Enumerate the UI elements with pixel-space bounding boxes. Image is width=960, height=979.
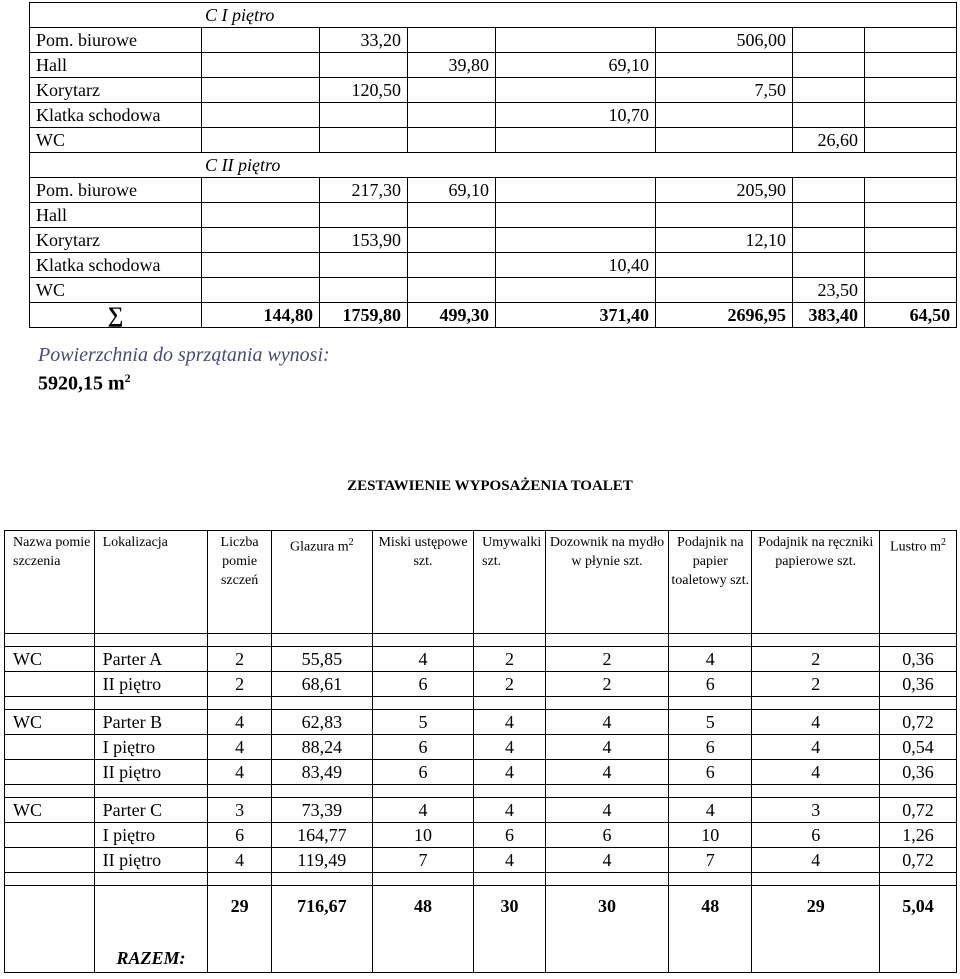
area-table [29,2,957,328]
spacer-cell [271,873,372,886]
area-cell: 69,10 [408,178,496,203]
equipment-tiles-cell: 68,61 [271,672,372,697]
equipment-toilets-cell: 6 [372,760,473,785]
section-heading-row [30,3,957,28]
equipment-toilets-cell: 5 [372,710,473,735]
area-cell [496,128,656,153]
header-sinks: Umywalki szt. [474,531,546,634]
equipment-soap-cell: 4 [545,710,668,735]
area-cell [865,228,957,253]
equipment-count-cell: 4 [208,710,271,735]
total-empty-cell [5,886,95,973]
equipment-soap-cell: 4 [545,760,668,785]
area-cell: 205,90 [656,178,793,203]
spacer-cell [880,785,957,798]
room-label: WC [30,278,202,303]
equipment-paper-cell: 4 [669,798,752,823]
area-cell: 39,80 [408,53,496,78]
equipment-paper-cell: 6 [669,735,752,760]
equipment-tiles-cell: 62,83 [271,710,372,735]
area-cell [865,128,957,153]
area-row [30,253,957,278]
spacer-cell [5,873,95,886]
area-cell [408,203,496,228]
group-spacer-row [5,785,957,798]
spacer-cell [669,785,752,798]
equipment-row [5,798,957,823]
area-cell [320,253,408,278]
area-cell [408,228,496,253]
header-paper: Podajnik na papier toaletowy szt. [669,531,752,634]
total-label: RAZEM: [94,886,208,973]
equipment-tiles-cell: 73,39 [271,798,372,823]
total-row [5,886,957,973]
spacer-cell [545,697,668,710]
header-count: Liczba pomie szczeń [208,531,271,634]
area-cell [865,203,957,228]
area-cell [320,203,408,228]
spacer-cell [208,634,271,647]
equipment-toilets-cell: 6 [372,735,473,760]
area-cell: 506,00 [656,28,793,53]
area-cell [202,278,320,303]
equipment-toilets-cell: 6 [372,672,473,697]
spacer-cell [372,785,473,798]
total-count-cell: 29 [208,886,271,973]
area-cell [202,53,320,78]
equipment-count-cell: 4 [208,760,271,785]
spacer-cell [545,873,668,886]
sum-cell: 1759,80 [320,303,408,328]
room-location: I piętro [94,823,208,848]
room-label: Korytarz [30,78,202,103]
sum-cell: 383,40 [793,303,865,328]
spacer-cell [94,634,208,647]
equipment-mirror-cell: 0,72 [880,848,957,873]
equipment-sinks-cell: 4 [474,735,546,760]
area-row [30,53,957,78]
equipment-toilets-cell: 7 [372,848,473,873]
room-name [5,735,95,760]
area-cell [865,178,957,203]
equipment-count-cell: 2 [208,647,271,672]
area-row [30,28,957,53]
equipment-row [5,735,957,760]
area-cell [656,203,793,228]
equipment-row [5,647,957,672]
spacer-cell [271,634,372,647]
equipment-count-cell: 2 [208,672,271,697]
spacer-cell [5,634,95,647]
equipment-towels-cell: 4 [752,710,880,735]
equipment-sinks-cell: 2 [474,672,546,697]
spacer-cell [669,634,752,647]
area-cell [496,178,656,203]
spacer-cell [271,785,372,798]
area-cell [865,28,957,53]
header-towels: Podajnik na ręczniki papierowe szt. [752,531,880,634]
header-soap: Dozownik na mydło w płynie szt. [545,531,668,634]
section-heading-row [30,153,957,178]
area-cell: 69,10 [496,53,656,78]
spacer-cell [752,634,880,647]
area-cell [865,78,957,103]
equipment-mirror-cell: 0,72 [880,798,957,823]
spacer-cell [94,873,208,886]
spacer-cell [208,785,271,798]
area-cell [656,128,793,153]
equipment-mirror-cell: 1,26 [880,823,957,848]
equipment-paper-cell: 7 [669,848,752,873]
area-cell [408,103,496,128]
area-cell [793,178,865,203]
area-cell [496,78,656,103]
equipment-sinks-cell: 4 [474,798,546,823]
equipment-tiles-cell: 55,85 [271,647,372,672]
area-cell [865,278,957,303]
equipment-toilets-cell: 4 [372,798,473,823]
area-cell [320,53,408,78]
area-cell [793,253,865,278]
area-cell [656,253,793,278]
area-cell: 23,50 [793,278,865,303]
room-label: WC [30,128,202,153]
area-cell [496,228,656,253]
room-location: I piętro [94,735,208,760]
equipment-sinks-cell: 6 [474,823,546,848]
area-cell [656,53,793,78]
area-cell [865,53,957,78]
header-location: Lokalizacja [94,531,208,634]
room-location: Parter A [94,647,208,672]
equipment-count-cell: 4 [208,848,271,873]
room-name [5,672,95,697]
room-location: II piętro [94,672,208,697]
equipment-header-row [5,531,957,634]
sum-cell: 64,50 [865,303,957,328]
equipment-towels-cell: 4 [752,848,880,873]
room-location: II piętro [94,848,208,873]
area-row [30,178,957,203]
area-cell [202,128,320,153]
area-row [30,128,957,153]
room-name [5,823,95,848]
sum-cell: 144,80 [202,303,320,328]
spacer-cell [474,873,546,886]
room-label: Pom. biurowe [30,178,202,203]
area-cell [865,103,957,128]
total-mirror-cell: 5,04 [880,886,957,973]
area-cell: 153,90 [320,228,408,253]
area-row [30,203,957,228]
equipment-towels-cell: 2 [752,647,880,672]
area-row [30,228,957,253]
area-cell [408,128,496,153]
area-cell [496,28,656,53]
equipment-sinks-cell: 4 [474,760,546,785]
total-soap-cell: 30 [545,886,668,973]
equipment-row [5,710,957,735]
equipment-title: ZESTAWIENIE WYPOSAŻENIA TOALET [347,478,633,494]
spacer-cell [880,697,957,710]
area-cell [408,78,496,103]
section-heading: C I piętro [30,3,957,28]
equipment-sinks-cell: 4 [474,710,546,735]
equipment-toilets-cell: 10 [372,823,473,848]
equipment-paper-cell: 6 [669,760,752,785]
area-cell: 12,10 [656,228,793,253]
spacer-cell [372,634,473,647]
area-row [30,78,957,103]
area-cell [793,53,865,78]
cleaning-area-value: 5920,15 $m^2$ [38,371,131,395]
area-cell [202,103,320,128]
room-label: Klatka schodowa [30,253,202,278]
spacer-cell [474,785,546,798]
room-label: Hall [30,53,202,78]
header-tiles: Glazura $m^2$ [271,531,372,634]
total-tiles-cell: 716,67 [271,886,372,973]
room-label: Korytarz [30,228,202,253]
equipment-tiles-cell: 88,24 [271,735,372,760]
equipment-tiles-cell: 83,49 [271,760,372,785]
spacer-cell [5,697,95,710]
equipment-towels-cell: 4 [752,760,880,785]
area-cell [793,103,865,128]
equipment-mirror-cell: 0,72 [880,710,957,735]
header-toilets: Miski ustępowe szt. [372,531,473,634]
area-cell [408,253,496,278]
spacer-cell [752,785,880,798]
equipment-mirror-cell: 0,36 [880,760,957,785]
spacer-cell [372,697,473,710]
equipment-toilets-cell: 4 [372,647,473,672]
equipment-table [4,530,957,973]
spacer-cell [94,697,208,710]
group-spacer-row [5,873,957,886]
total-toilets-cell: 48 [372,886,473,973]
equipment-paper-cell: 10 [669,823,752,848]
sum-cell: 2696,95 [656,303,793,328]
equipment-count-cell: 3 [208,798,271,823]
room-name: WC [5,798,95,823]
area-cell [320,128,408,153]
sum-cell: 371,40 [496,303,656,328]
equipment-towels-cell: 3 [752,798,880,823]
spacer-cell [208,697,271,710]
equipment-count-cell: 4 [208,735,271,760]
spacer-cell [208,873,271,886]
spacer-cell [474,634,546,647]
spacer-cell [94,785,208,798]
area-row [30,103,957,128]
area-cell [202,228,320,253]
header-name: Nazwa pomie szczenia [5,531,95,634]
equipment-mirror-cell: 0,54 [880,735,957,760]
area-cell [202,178,320,203]
area-cell [320,278,408,303]
room-location: Parter C [94,798,208,823]
spacer-cell [271,697,372,710]
equipment-row [5,823,957,848]
equipment-mirror-cell: 0,36 [880,647,957,672]
spacer-cell [880,873,957,886]
area-cell [865,253,957,278]
area-cell: 120,50 [320,78,408,103]
header-mirror: Lustro $m^2$ [880,531,957,634]
area-row [30,278,957,303]
equipment-soap-cell: 2 [545,647,668,672]
equipment-row [5,760,957,785]
total-sinks-cell: 30 [474,886,546,973]
room-label: Pom. biurowe [30,28,202,53]
area-cell [320,103,408,128]
room-label: Klatka schodowa [30,103,202,128]
total-towels-cell: 29 [752,886,880,973]
equipment-count-cell: 6 [208,823,271,848]
group-spacer-row [5,697,957,710]
equipment-sinks-cell: 2 [474,647,546,672]
room-name: WC [5,710,95,735]
area-cell [202,253,320,278]
area-cell [202,203,320,228]
spacer-cell [669,873,752,886]
equipment-row [5,848,957,873]
room-name: WC [5,647,95,672]
sigma-symbol: ∑ [30,303,202,328]
spacer-cell [545,634,668,647]
area-cell [496,203,656,228]
area-cell: 26,60 [793,128,865,153]
area-cell: 7,50 [656,78,793,103]
equipment-soap-cell: 4 [545,735,668,760]
equipment-tiles-cell: 164,77 [271,823,372,848]
sum-cell: 499,30 [408,303,496,328]
spacer-cell [545,785,668,798]
room-location: Parter B [94,710,208,735]
area-cell: 33,20 [320,28,408,53]
spacer-cell [669,697,752,710]
equipment-row [5,672,957,697]
equipment-sinks-cell: 4 [474,848,546,873]
area-cell [793,28,865,53]
room-name [5,760,95,785]
area-cell [793,228,865,253]
equipment-paper-cell: 6 [669,672,752,697]
area-cell: 10,70 [496,103,656,128]
equipment-towels-cell: 2 [752,672,880,697]
equipment-soap-cell: 6 [545,823,668,848]
area-cell [202,78,320,103]
room-label: Hall [30,203,202,228]
spacer-cell [474,697,546,710]
area-cell [656,103,793,128]
group-spacer-row [5,634,957,647]
equipment-soap-cell: 2 [545,672,668,697]
section-heading: C II piętro [30,153,957,178]
area-cell [656,278,793,303]
area-cell [496,278,656,303]
area-cell: 217,30 [320,178,408,203]
cleaning-area-label: Powierzchnia do sprzątania wynosi: [38,344,330,366]
sum-row [30,303,957,328]
room-name [5,848,95,873]
equipment-paper-cell: 5 [669,710,752,735]
spacer-cell [5,785,95,798]
equipment-tiles-cell: 119,49 [271,848,372,873]
total-paper-cell: 48 [669,886,752,973]
area-cell [202,28,320,53]
spacer-cell [372,873,473,886]
area-cell [408,28,496,53]
equipment-paper-cell: 4 [669,647,752,672]
equipment-soap-cell: 4 [545,848,668,873]
equipment-mirror-cell: 0,36 [880,672,957,697]
equipment-towels-cell: 6 [752,823,880,848]
room-location: II piętro [94,760,208,785]
area-cell: 10,40 [496,253,656,278]
spacer-cell [752,697,880,710]
spacer-cell [880,634,957,647]
equipment-towels-cell: 4 [752,735,880,760]
area-cell [793,203,865,228]
area-cell [408,278,496,303]
equipment-soap-cell: 4 [545,798,668,823]
spacer-cell [752,873,880,886]
area-cell [793,78,865,103]
